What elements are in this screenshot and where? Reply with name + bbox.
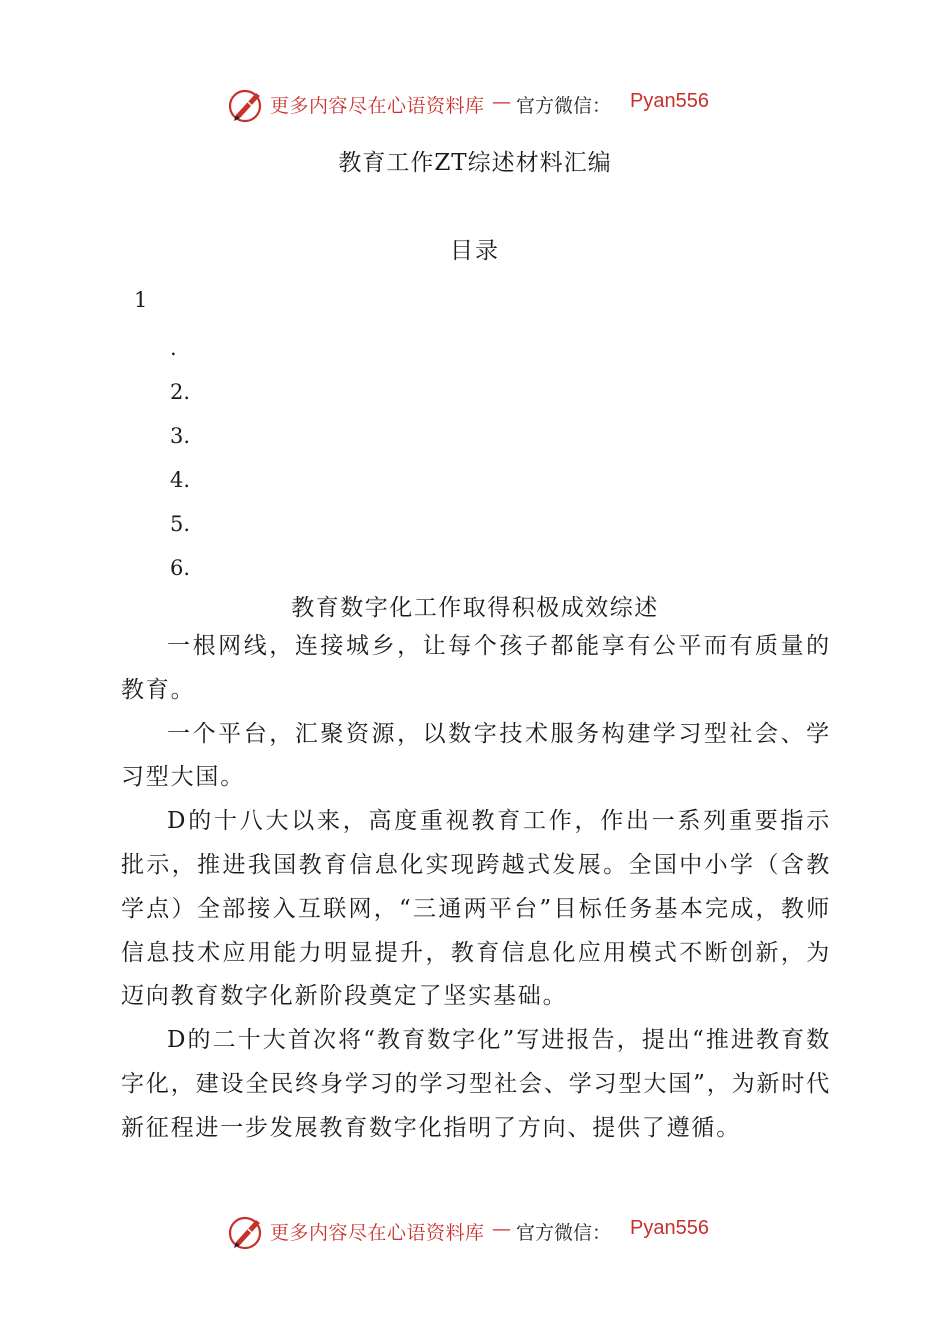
banner-dash: — (492, 1218, 511, 1240)
pen-logo-icon (226, 85, 266, 125)
toc-item: 2. (170, 380, 191, 404)
toc-list (170, 326, 190, 590)
toc-heading: 目录 (450, 238, 500, 264)
section-title: 教育数字化工作取得积极成效综述 (291, 595, 659, 621)
paragraph: 一根网线，连接城乡，让每个孩子都能享有公平而有质量的教育。 (121, 633, 831, 703)
toc-item: 4. (170, 468, 191, 492)
pen-logo-icon (226, 1212, 266, 1252)
watermark-banner-bottom (0, 1212, 950, 1252)
banner-black-text: 官方微信： (516, 95, 612, 117)
banner-account: Pyan556 (630, 1217, 709, 1239)
toc-item: . (170, 336, 177, 360)
banner-dash: — (492, 91, 511, 113)
paragraph: 一个平台，汇聚资源，以数字技术服务构建学习型社会、学习型大国。 (121, 720, 831, 791)
document-body (121, 625, 831, 1151)
banner-black-text: 官方微信： (516, 1222, 612, 1244)
toc-item: 3. (170, 424, 191, 448)
watermark-banner-top (0, 85, 950, 125)
toc-item: 5. (170, 512, 191, 536)
banner-red-text: 更多内容尽在心语资料库 (270, 1222, 485, 1244)
paragraph: D的十八大以来，高度重视教育工作，作出一系列重要指示批示，推进我国教育信息化实现跨越式发展。全国中小学（含教学点）全部接入互联网，“三通两平台”目标任务基本完成，教师信息技术应用能力明显提升，教育信息化应用模式不断创新，为迈向教育数字化新阶段奠定了坚实基础。 (121, 808, 831, 1010)
document-title: 教育工作ZT综述材料汇编 (338, 150, 612, 176)
banner-red-text: 更多内容尽在心语资料库 (270, 95, 485, 117)
toc-item: 6. (170, 556, 191, 580)
toc-first-number: 1 (134, 288, 148, 312)
banner-account: Pyan556 (630, 90, 709, 112)
paragraph: D的二十大首次将“教育数字化”写进报告，提出“推进教育数字化，建设全民终身学习的学习型社会、学习型大国”，为新时代新征程进一步发展教育数字化指明了方向、提供了遵循。 (121, 1027, 831, 1141)
